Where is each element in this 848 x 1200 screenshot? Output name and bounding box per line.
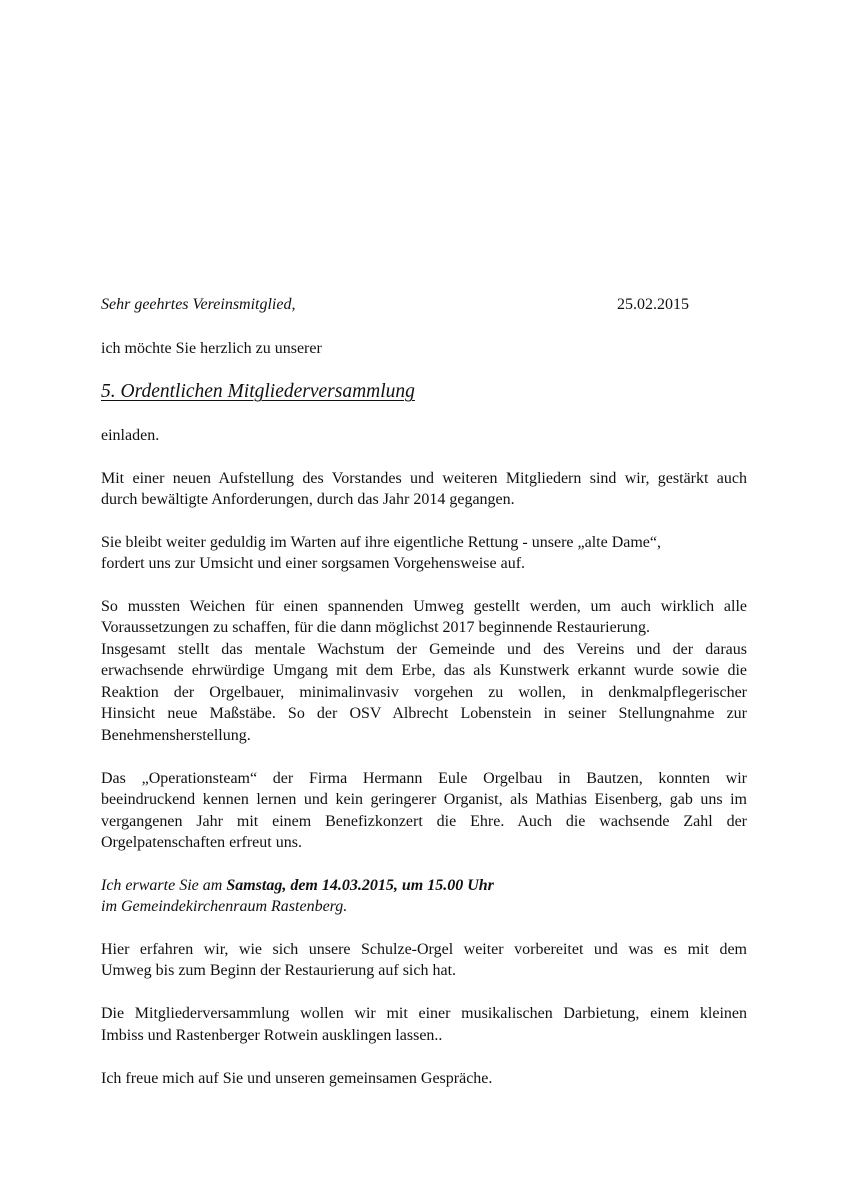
paragraph-line: Imbiss und Rastenberger Rotwein ausklingen lassen..: [101, 1027, 443, 1044]
paragraph-line: Hier erfahren wir, wie sich unsere Schulze-Orgel weiter vorbereitet und was es mit dem: [101, 941, 747, 958]
paragraph-line: So mussten Weichen für einen spannenden Umweg gestellt werden, um auch wirklich alle: [101, 598, 747, 615]
paragraph-line: Ich freue mich auf Sie und unseren gemeinsamen Gespräche.: [101, 1070, 493, 1087]
intro-line: ich möchte Sie herzlich zu unserer: [101, 340, 322, 357]
paragraph-line: Die Mitgliederversammlung wollen wir mit einer musikalischen Darbietung, einem kleinen: [101, 1005, 747, 1022]
paragraph-line: Voraussetzungen zu schaffen, für die dann möglichst 2017 beginnende Restaurierung.: [101, 619, 651, 636]
paragraph-line: vergangenen Jahr mit einem Benefizkonzert die Ehre. Auch die wachsende Zahl der: [101, 813, 747, 830]
paragraph-line: Das „Operationsteam“ der Firma Hermann Eule Orgelbau in Bautzen, konnten wir: [101, 770, 747, 787]
salutation: Sehr geehrtes Vereinsmitglied,: [101, 296, 296, 313]
paragraph-line: Umweg bis zum Beginn der Restaurierung auf sich hat.: [101, 962, 457, 979]
paragraph-line: Sie bleibt weiter geduldig im Warten auf ihre eigentliche Rettung - unsere „alte Dame“,: [101, 534, 661, 551]
paragraph-line: Reaktion der Orgelbauer, minimalinvasiv vorgehen zu wollen, in denkmalpflegerischer: [101, 684, 747, 701]
event-location: im Gemeindekirchenraum Rastenberg.: [101, 898, 348, 915]
letter-date: 25.02.2015: [617, 296, 689, 313]
invite-line: einladen.: [101, 427, 160, 444]
paragraph-line: fordert uns zur Umsicht und einer sorgsamen Vorgehensweise auf.: [101, 555, 526, 572]
paragraph-line: erwachsende ehrwürdige Umgang mit dem Erbe, das als Kunstwerk erkannt wurde sowie die: [101, 662, 747, 679]
meeting-heading: 5. Ordentlichen Mitgliederversammlung: [101, 381, 415, 402]
paragraph-line: Mit einer neuen Aufstellung des Vorstandes und weiteren Mitgliedern sind wir, gestärkt auch: [101, 470, 747, 487]
event-prefix: Ich erwarte Sie am: [101, 877, 227, 894]
paragraph-line: durch bewältigte Anforderungen, durch das Jahr 2014 gegangen.: [101, 491, 515, 508]
event-datetime: Samstag, dem 14.03.2015, um 15.00 Uhr: [226, 877, 494, 894]
event-date-line: [101, 876, 494, 896]
paragraph-line: Benehmensherstellung.: [101, 727, 251, 744]
paragraph-line: beeindruckend kennen lernen und kein geringerer Organist, als Mathias Eisenberg, gab uns im: [101, 791, 747, 808]
paragraph-line: Hinsicht neue Maßstäbe. So der OSV Albrecht Lobenstein in seiner Stellungnahme zur: [101, 705, 747, 722]
paragraph-line: Orgelpatenschaften erfreut uns.: [101, 834, 302, 851]
paragraph-line: Insgesamt stellt das mentale Wachstum der Gemeinde und des Vereins und der daraus: [101, 641, 747, 658]
